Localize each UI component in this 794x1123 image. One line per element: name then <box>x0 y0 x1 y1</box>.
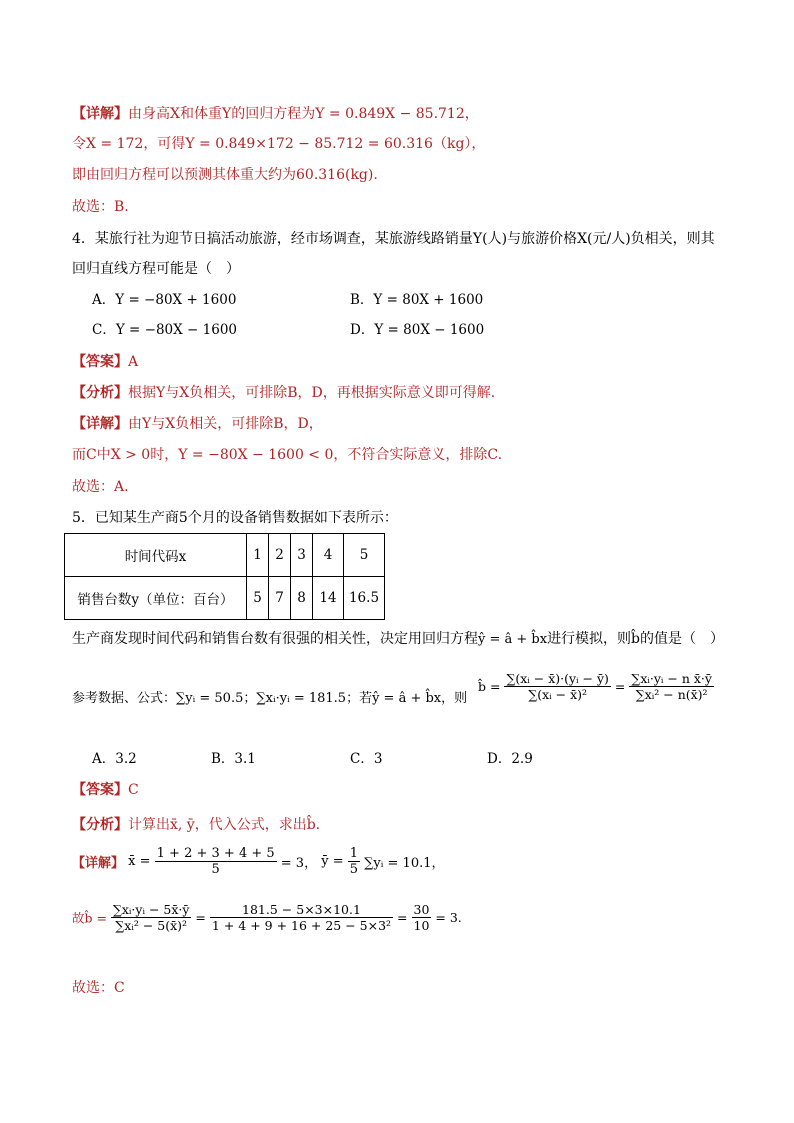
reference-label: 参考数据、公式： <box>72 691 177 706</box>
analysis-text: 根据Y与X负相关，可排除B，D，再根据实际意义即可得解. <box>128 385 496 401</box>
q4-analysis <box>72 382 495 404</box>
q4-stem-2: 回归直线方程可能是（ ） <box>72 261 240 277</box>
q5-data-table <box>64 533 385 620</box>
analysis-tag: 【分析】 <box>72 385 128 401</box>
table-header-cell: 时间代码x <box>65 534 247 577</box>
q5-detail-b-hat <box>72 902 462 933</box>
analysis-tag: 【分析】 <box>72 817 128 833</box>
b-hat-fraction-3 <box>412 902 432 933</box>
q4-option-c <box>92 319 237 341</box>
q4-answer <box>72 351 138 373</box>
detail-text: 由Y与X负相关，可排除B，D， <box>128 416 323 432</box>
b-hat-fraction-1 <box>111 902 192 933</box>
table-header-cell: 销售台数y（单位：百台） <box>65 577 247 620</box>
table-cell: 2 <box>269 534 291 577</box>
fraction-denominator: ∑(xᵢ − x̄)² <box>528 687 588 702</box>
detail-tag: 【详解】 <box>72 416 128 432</box>
b-hat-formula: b̂ = $\frac{\text{∑(xᵢ − x̄)·(yᵢ − ȳ)}}{\text{∑(xᵢ − x̄)²}}$ = $\frac{\text{∑xᵢ·yᵢ − n x̄·ȳ}}{\text{∑xᵢ² − n(x̄)²}}$ <box>478 671 712 702</box>
q5-stem-2 <box>72 628 724 651</box>
q5-analysis <box>72 814 320 836</box>
fraction-denominator: ∑xᵢ² − 5(x̄)² <box>115 918 188 933</box>
q4-option-a <box>92 289 236 311</box>
option-text: Y = −80X + 1600 <box>115 292 237 308</box>
answer-tag: 【答案】 <box>72 782 128 798</box>
equals-sign: = <box>195 910 206 925</box>
stem-text: 进行模拟，则b̂的值是（ ） <box>547 631 725 647</box>
option-text: 3 <box>373 751 383 767</box>
table-cell: 14 <box>313 577 344 620</box>
sum-y-formula: ∑yᵢ = 50.5 <box>176 691 244 706</box>
detail-tag: 【详解】 <box>72 106 128 122</box>
q5-reference: 参考数据、公式：∑yᵢ = 50.5；∑xᵢ·yᵢ = 181.5；若ŷ = â + b̂x，则 <box>72 691 468 706</box>
prev-answer: 故选：B. <box>72 199 129 215</box>
option-letter: C． <box>350 751 374 767</box>
y-bar-result: ∑yᵢ = 10.1， <box>364 856 445 871</box>
stem-text: 生产商发现时间代码和销售台数有很强的相关性，决定用回归方程 <box>72 631 478 647</box>
x-bar-label: x̄ = <box>128 854 151 869</box>
q4-option-d <box>350 319 484 341</box>
fraction-numerator: 1 + 2 + 3 + 4 + 5 <box>156 846 275 861</box>
q5-detail-means <box>72 846 445 877</box>
analysis-text: 计算出x̄, ȳ，代入公式，求出b̂. <box>128 817 321 833</box>
option-text: Y = 80X − 1600 <box>374 322 485 338</box>
fraction-numerator: 30 <box>413 902 430 917</box>
table-row <box>65 577 385 620</box>
q5-stem: 5．已知某生产商5个月的设备销售数据如下表所示： <box>72 510 398 526</box>
option-letter: D． <box>350 322 375 338</box>
fraction-denominator: 5 <box>349 862 359 877</box>
table-cell: 4 <box>313 534 344 577</box>
table-cell: 1 <box>247 534 269 577</box>
q4-detail-2: 而C中X > 0时，Y = −80X − 1600 < 0，不符合实际意义，排除C. <box>72 447 503 463</box>
table-cell: 16.5 <box>344 577 385 620</box>
q4-option-b <box>350 289 483 311</box>
q5-option-b <box>211 748 256 770</box>
fraction-numerator: ∑(xᵢ − x̄)·(yᵢ − ȳ) <box>506 671 609 686</box>
fraction-numerator: ∑xᵢ·yᵢ − 5x̄·ȳ <box>112 902 190 917</box>
formula-fraction-2 <box>629 671 714 702</box>
b-hat-label: 故b̂ = <box>72 910 107 926</box>
option-letter: A． <box>92 292 116 308</box>
table-cell: 3 <box>291 534 313 577</box>
fraction-numerator: 181.5 − 5×3×10.1 <box>210 902 393 918</box>
option-text: 3.2 <box>115 751 137 767</box>
fraction-denominator: 5 <box>211 862 220 877</box>
y-bar-label: ȳ = <box>321 854 344 869</box>
sum-xy-formula: ∑xᵢ·yᵢ = 181.5 <box>256 691 347 706</box>
option-letter: A． <box>92 751 116 767</box>
detail-line-1 <box>72 103 479 125</box>
x-bar-fraction <box>155 846 277 877</box>
answer-value: A <box>128 354 139 370</box>
detail-line-2: 令X = 172，可得Y = 0.849×172 − 85.712 = 60.316（kg）， <box>72 136 486 152</box>
b-hat-label: b̂ = <box>478 679 501 694</box>
reference-condition: ；若ŷ = â + b̂x，则 <box>346 691 468 706</box>
q4-stem-1: 4．某旅行社为迎节日搞活动旅游，经市场调查，某旅游线路销量Y(人)与旅游价格X(元/人)负相关，则其 <box>72 231 715 247</box>
y-bar-fraction <box>348 846 360 877</box>
option-letter: B． <box>350 292 374 308</box>
option-letter: C． <box>92 322 116 338</box>
table-cell: 7 <box>269 577 291 620</box>
fraction-denominator: ∑xᵢ² − n(x̄)² <box>635 687 708 702</box>
answer-value: C <box>128 782 139 798</box>
fraction-numerator: 1 <box>349 846 359 861</box>
answer-tag: 【答案】 <box>72 354 128 370</box>
option-letter: B． <box>211 751 235 767</box>
equals-sign: = <box>397 910 408 925</box>
q5-choose: 故选：C <box>72 980 125 996</box>
b-hat-fraction-2 <box>210 902 393 933</box>
table-row <box>65 534 385 577</box>
q5-option-d <box>487 748 533 770</box>
formula-fraction-1 <box>504 671 611 702</box>
option-text: 3.1 <box>234 751 256 767</box>
fraction-denominator: 1 + 4 + 9 + 16 + 25 − 5×3² <box>211 918 392 933</box>
q4-detail-1 <box>72 413 323 435</box>
option-text: Y = 80X + 1600 <box>373 292 484 308</box>
table-cell: 5 <box>247 577 269 620</box>
detail-text-1: 由身高X和体重Y的回归方程为Y = 0.849X − 85.712， <box>128 106 479 122</box>
table-cell: 5 <box>344 534 385 577</box>
table-cell: 8 <box>291 577 313 620</box>
q5-option-c <box>350 748 382 770</box>
b-hat-result: = 3. <box>435 910 462 925</box>
regression-equation: ŷ = â + b̂x <box>478 632 548 647</box>
q4-choose: 故选：A. <box>72 479 129 495</box>
fraction-numerator: ∑xᵢ·yᵢ − n x̄·ȳ <box>631 671 712 686</box>
option-text: Y = −80X − 1600 <box>115 322 238 338</box>
q5-answer <box>72 779 139 801</box>
x-bar-result: = 3， <box>280 856 318 871</box>
fraction-denominator: 10 <box>413 918 430 933</box>
q5-option-a <box>92 748 137 770</box>
detail-line-3: 即由回归方程可以预测其体重大约为60.316(kg). <box>72 167 378 183</box>
detail-tag: 【详解】 <box>72 856 125 871</box>
option-letter: D． <box>487 751 512 767</box>
option-text: 2.9 <box>511 751 533 767</box>
